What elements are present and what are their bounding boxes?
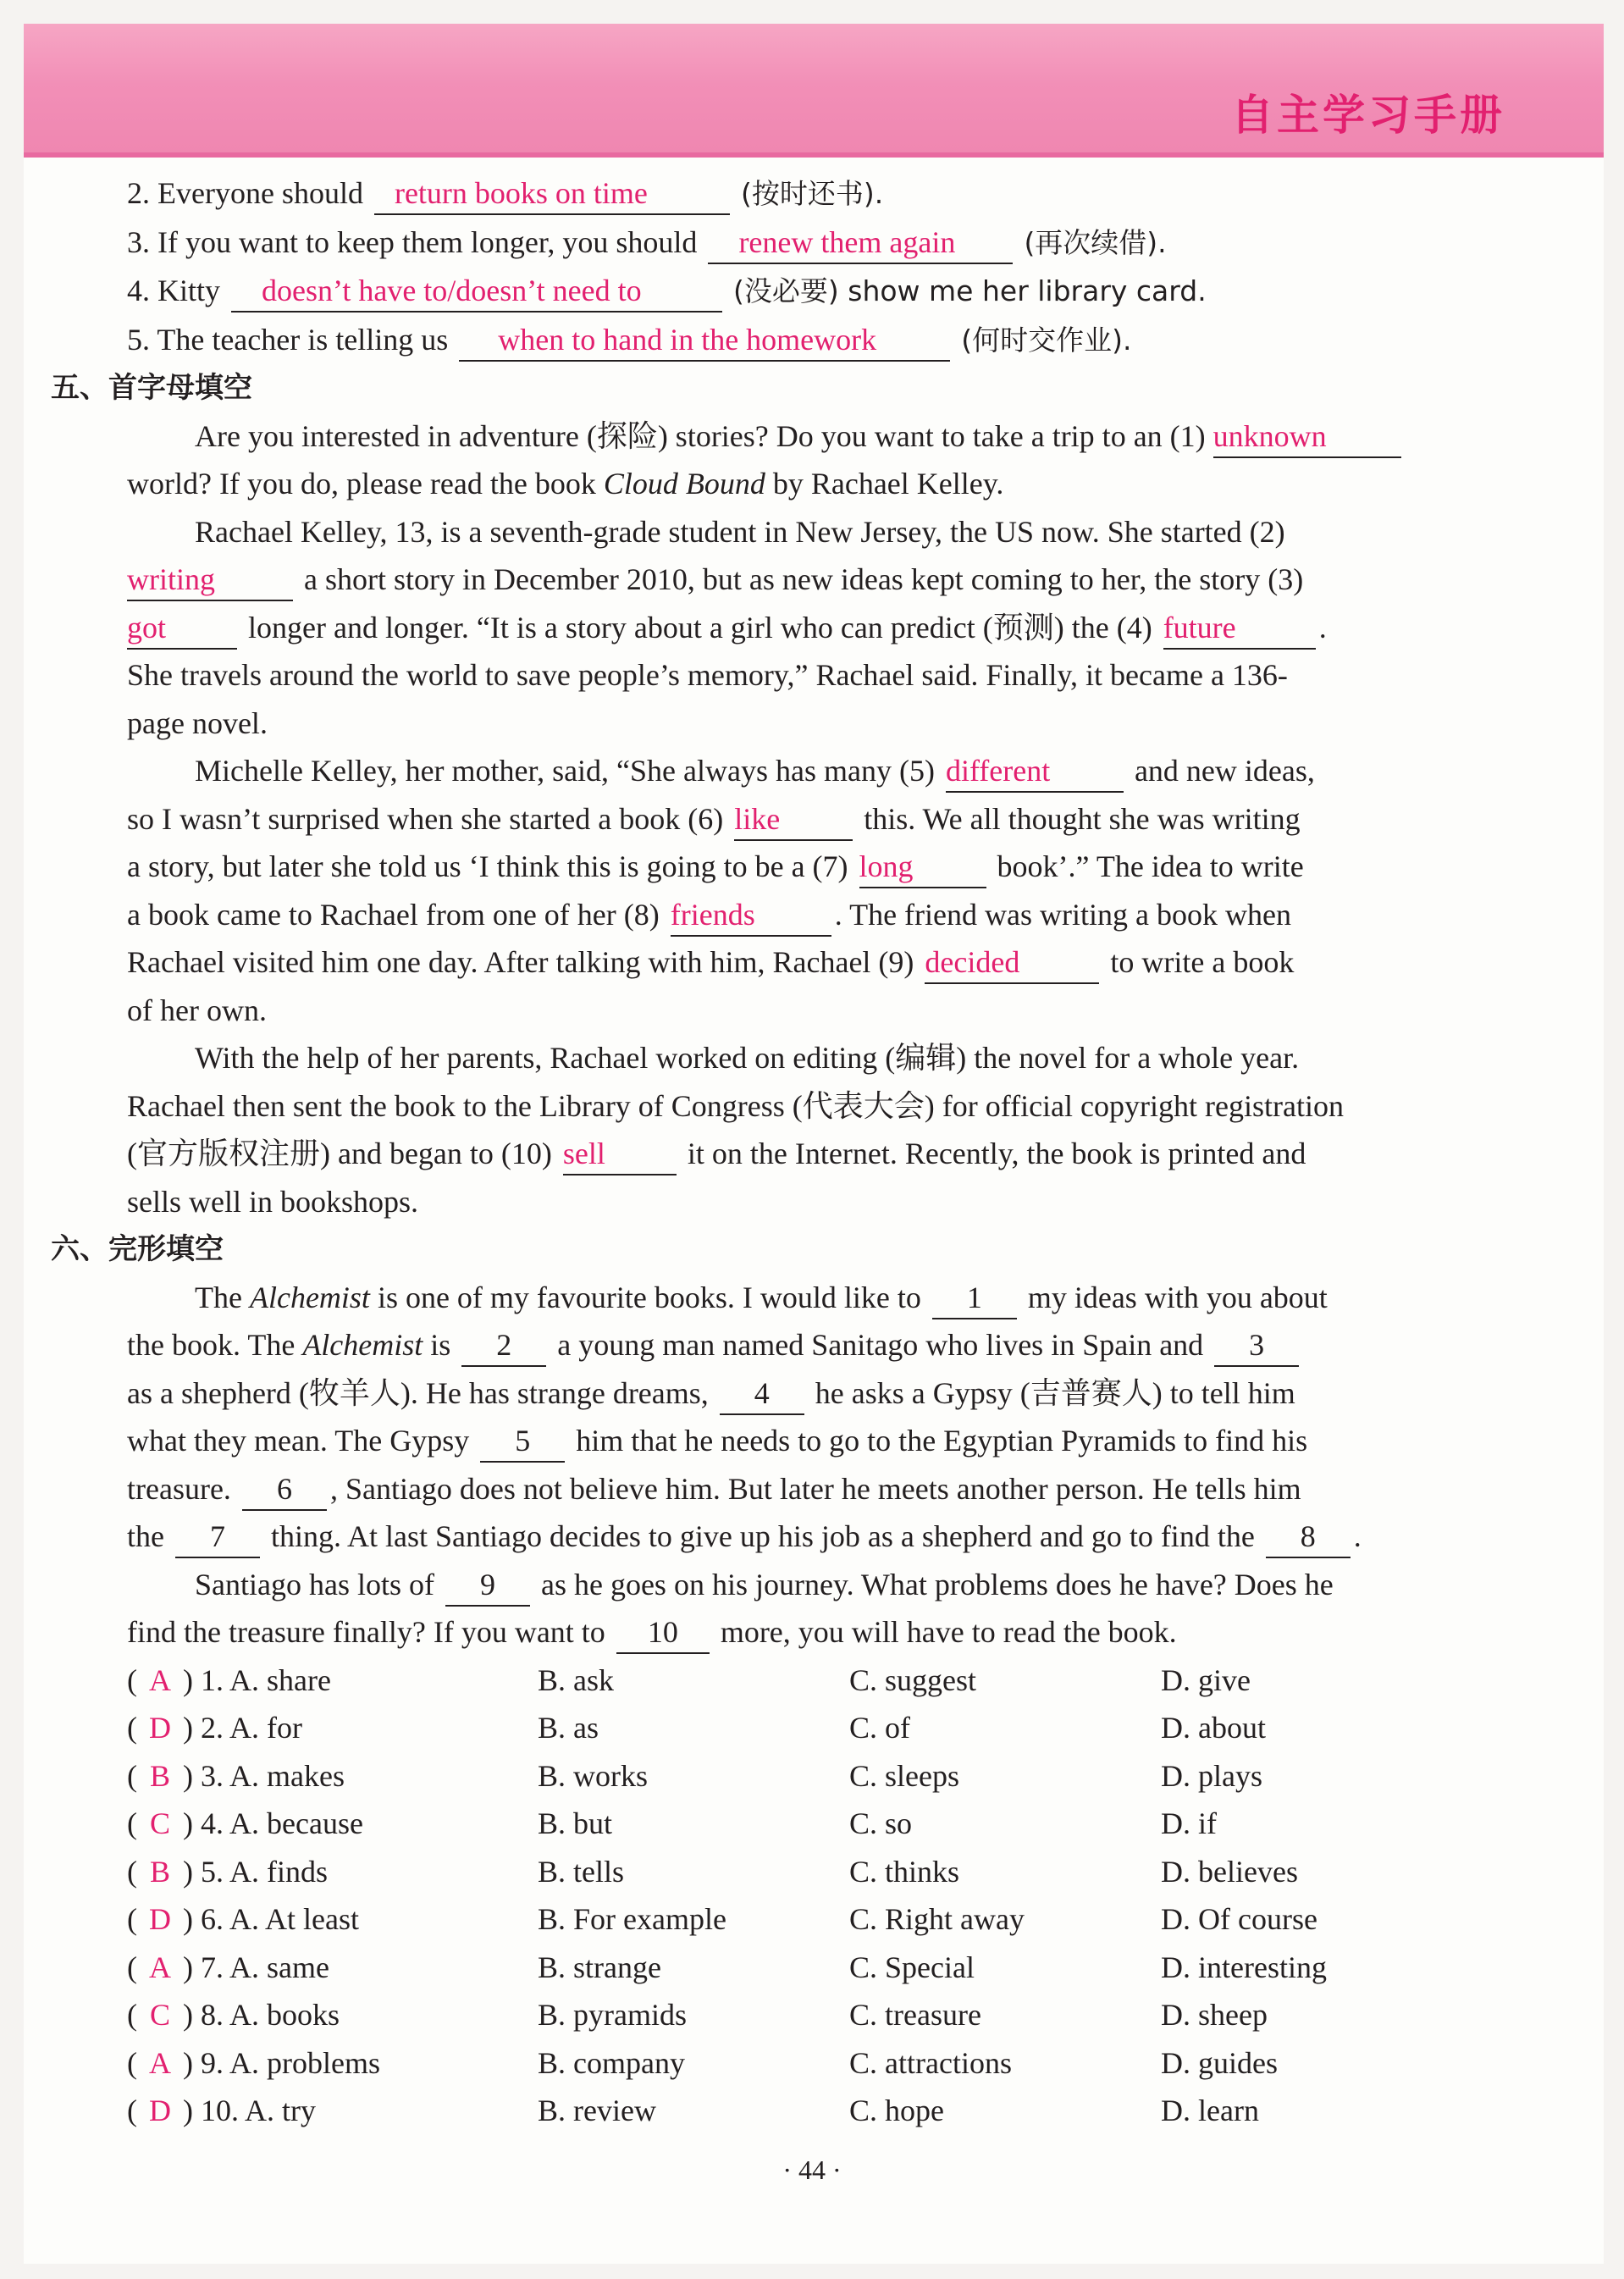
choice-answer: D (149, 1902, 171, 1936)
passage-line: a book came to Rachael from one of her (8) friends . The friend was writing a book when (127, 891, 1490, 939)
choice-answer: A (149, 2045, 171, 2080)
passage-line: treasure. 6 , Santiago does not believe him. But later he meets another person. He tells him (127, 1465, 1490, 1513)
answer-blank: got (127, 611, 237, 650)
passage-line: Rachael Kelley, 13, is a seventh-grade student in New Jersey, the US now. She started (2) (195, 514, 1285, 549)
passage-line: Rachael then sent the book to the Library of Congress (代表大会) for official copyright registration (127, 1088, 1344, 1123)
sentence-5: 5. The teacher is telling us when to hand in the homework (何时交作业). (127, 316, 1490, 365)
answer-blank: sell (563, 1137, 677, 1175)
page-number: · 44 · (782, 2155, 842, 2185)
passage-line: page novel. (127, 705, 268, 740)
choice-row: ( A ) 7. A. same B. strange C. Special D. interesting (127, 1944, 1490, 1992)
passage-line: With the help of her parents, Rachael worked on editing (编辑) the novel for a whole year. (195, 1041, 1300, 1075)
choice-row: ( B ) 5. A. finds B. tells C. thinks D. believes (127, 1848, 1490, 1896)
passage-line: so I wasn’t surprised when she started a book (6) like this. We all thought she was writing (127, 795, 1490, 844)
answer-blank: different (946, 754, 1124, 793)
sentence-4: 4. Kitty doesn’t have to/doesn’t need to (没必要) show me her library card. (127, 267, 1490, 316)
passage-line: writing a short story in December 2010, but as new ideas kept coming to her, the story (3) (127, 556, 1490, 604)
answer-blank: when to hand in the homework (459, 323, 950, 362)
answer-blank: return books on time (374, 176, 730, 215)
choice-answer: A (149, 1950, 171, 1984)
passage-line: the book. The Alchemist is 2 a young man named Sanitago who lives in Spain and 3 (127, 1321, 1490, 1369)
choice-row: ( D ) 10. A. try B. review C. hope D. learn (127, 2087, 1490, 2135)
choice-row: ( A ) 9. A. problems B. company C. attractions D. guides (127, 2039, 1490, 2088)
passage-line: got longer and longer. “It is a story about a girl who can predict (预测) the (4) future . (127, 604, 1490, 652)
passage-line: Michelle Kelley, her mother, said, “She always has many (5) different and new ideas, (127, 747, 1490, 795)
passage-line: The Alchemist is one of my favourite books. I would like to 1 my ideas with you about (127, 1274, 1490, 1322)
passage-line: the 7 thing. At last Santiago decides to give up his job as a shepherd and go to find the 8 . (127, 1513, 1490, 1561)
passage-line: Rachael visited him one day. After talking with him, Rachael (9) decided to write a book (127, 938, 1490, 987)
choice-row: ( C ) 4. A. because B. but C. so D. if (127, 1800, 1490, 1848)
choice-row: ( D ) 6. A. At least B. For example C. Right away D. Of course (127, 1895, 1490, 1944)
passage-line: a story, but later she told us ‘I think this is going to be a (7) long book’.” The idea to write (127, 843, 1490, 891)
section-heading-5: 五、首字母填空 (51, 371, 252, 405)
choice-list (127, 1657, 1490, 2135)
choice-answer: A (149, 1662, 171, 1697)
cloze-blank: 2 (461, 1328, 546, 1367)
choice-row: ( A ) 1. A. share B. ask C. suggest D. give (127, 1657, 1490, 1705)
answer-blank: doesn’t have to/doesn’t need to (231, 274, 722, 313)
choice-answer: B (149, 1758, 170, 1793)
answer-blank: writing (127, 562, 293, 601)
passage-line: Santiago has lots of 9 as he goes on his journey. What problems does he have? Does he (127, 1561, 1490, 1609)
choice-answer: D (149, 2094, 171, 2127)
passage-line: world? If you do, please read the book Cloud Bound by Rachael Kelley. (127, 467, 1004, 501)
passage-line: of her own. (127, 993, 267, 1027)
answer-blank: future (1163, 611, 1316, 650)
answer-blank: unknown (1213, 419, 1401, 458)
cloze-blank: 5 (480, 1424, 565, 1463)
choice-row: ( C ) 8. A. books B. pyramids C. treasure D. sheep (127, 1991, 1490, 2039)
section-heading-6: 六、完形填空 (51, 1232, 224, 1266)
passage-line: Are you interested in adventure (探险) stories? Do you want to take a trip to an (1) unknown (127, 412, 1490, 461)
worksheet-content (51, 169, 1490, 2135)
cloze-blank: 3 (1214, 1328, 1299, 1367)
cloze-blank: 1 (932, 1281, 1017, 1319)
choice-answer: B (149, 1854, 170, 1889)
cloze-blank: 6 (242, 1472, 327, 1511)
choice-row: ( D ) 2. A. for B. as C. of D. about (127, 1704, 1490, 1752)
passage-line: what they mean. The Gypsy 5 him that he needs to go to the Egyptian Pyramids to find his (127, 1417, 1490, 1465)
cloze-blank: 7 (175, 1519, 260, 1558)
answer-blank: friends (671, 898, 831, 937)
answer-blank: like (734, 802, 853, 841)
choice-row: ( B ) 3. A. makes B. works C. sleeps D. plays (127, 1752, 1490, 1801)
choice-answer: C (149, 1998, 170, 2032)
cloze-blank: 10 (616, 1615, 710, 1654)
cloze-blank: 4 (720, 1376, 804, 1415)
header-title: 自主学习手册 (1231, 91, 1505, 140)
sentence-3: 3. If you want to keep them longer, you should renew them again (再次续借). (127, 218, 1490, 268)
passage-line: as a shepherd (牧羊人). He has strange dreams, 4 he asks a Gypsy (吉普赛人) to tell him (127, 1369, 1490, 1418)
passage-line: find the treasure finally? If you want to 10 more, you will have to read the book. (127, 1608, 1490, 1657)
passage-line: She travels around the world to save people’s memory,” Rachael said. Finally, it became a 136- (127, 658, 1288, 692)
passage-line: sells well in bookshops. (127, 1184, 419, 1219)
passage-line: (官方版权注册) and began to (10) sell it on the Internet. Recently, the book is printed and (127, 1130, 1490, 1178)
answer-blank: long (859, 849, 986, 888)
cloze-blank: 9 (445, 1568, 530, 1607)
answer-blank: renew them again (708, 225, 1013, 264)
answer-blank: decided (925, 945, 1099, 984)
choice-answer: D (149, 1711, 171, 1745)
cloze-blank: 8 (1266, 1519, 1351, 1558)
choice-answer: C (149, 1806, 170, 1840)
sentence-2: 2. Everyone should return books on time (按时还书). (127, 169, 1490, 218)
